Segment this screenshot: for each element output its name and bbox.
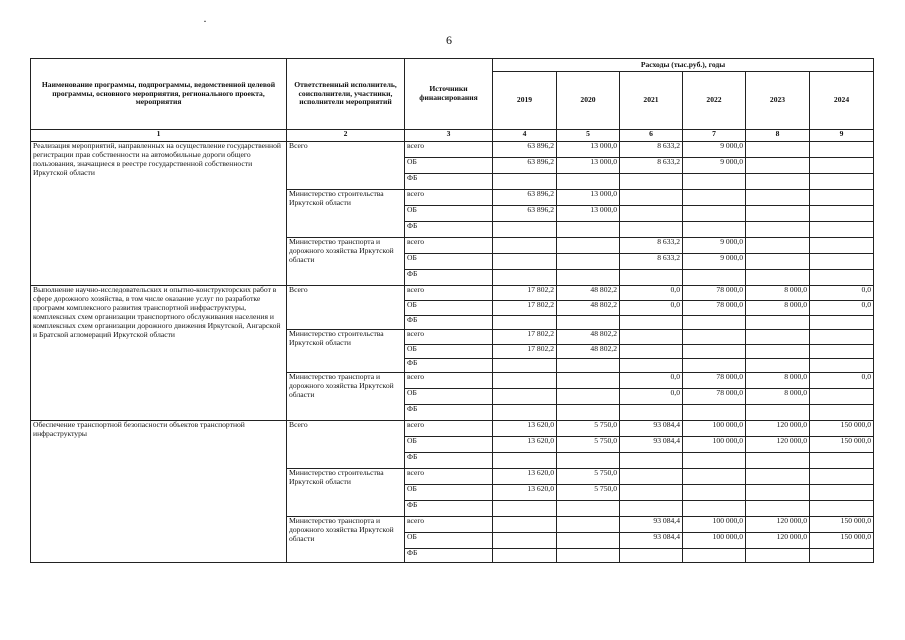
amount-cell: 120 000,0 <box>746 437 810 453</box>
amount-cell: 120 000,0 <box>746 421 810 437</box>
funding-source: всего <box>405 190 493 206</box>
amount-cell <box>810 270 874 286</box>
amount-cell <box>493 238 557 254</box>
amount-cell: 17 802,2 <box>493 330 557 345</box>
amount-cell <box>683 501 746 517</box>
amount-cell: 8 000,0 <box>746 389 810 405</box>
amount-cell: 150 000,0 <box>810 517 874 533</box>
header-year: 2019 <box>493 72 557 130</box>
amount-cell: 150 000,0 <box>810 437 874 453</box>
amount-cell <box>810 316 874 330</box>
amount-cell <box>557 254 620 270</box>
funding-source: ОБ <box>405 345 493 359</box>
amount-cell: 17 802,2 <box>493 345 557 359</box>
amount-cell <box>620 270 683 286</box>
amount-cell <box>810 206 874 222</box>
column-number: 3 <box>405 130 493 142</box>
amount-cell <box>620 549 683 563</box>
amount-cell: 120 000,0 <box>746 533 810 549</box>
amount-cell <box>810 174 874 190</box>
amount-cell <box>746 238 810 254</box>
amount-cell <box>746 174 810 190</box>
amount-cell <box>683 330 746 345</box>
amount-cell: 13 000,0 <box>557 206 620 222</box>
column-number: 6 <box>620 130 683 142</box>
amount-cell <box>746 549 810 563</box>
expenses-table <box>30 58 874 563</box>
amount-cell <box>493 316 557 330</box>
amount-cell <box>493 389 557 405</box>
amount-cell <box>493 270 557 286</box>
amount-cell <box>493 373 557 389</box>
amount-cell <box>810 405 874 421</box>
amount-cell: 13 000,0 <box>557 158 620 174</box>
funding-source: ФБ <box>405 405 493 421</box>
header-year: 2021 <box>620 72 683 130</box>
amount-cell <box>683 405 746 421</box>
amount-cell: 9 000,0 <box>683 158 746 174</box>
executor-name: Министерство транспорта и дорожного хозяйства Иркутской области <box>287 373 405 421</box>
funding-source: всего <box>405 517 493 533</box>
funding-source: ФБ <box>405 501 493 517</box>
amount-cell <box>683 206 746 222</box>
page-number: 6 <box>446 33 452 47</box>
amount-cell: 63 896,2 <box>493 158 557 174</box>
amount-cell <box>683 270 746 286</box>
amount-cell: 100 000,0 <box>683 437 746 453</box>
amount-cell <box>620 469 683 485</box>
amount-cell <box>810 469 874 485</box>
amount-cell: 78 000,0 <box>683 373 746 389</box>
amount-cell <box>620 330 683 345</box>
amount-cell: 9 000,0 <box>683 142 746 158</box>
header-year: 2022 <box>683 72 746 130</box>
header-executor: Ответственный исполнитель, соисполнители, участники, исполнители мероприятий <box>287 59 405 130</box>
amount-cell <box>683 316 746 330</box>
amount-cell <box>620 222 683 238</box>
amount-cell: 8 633,2 <box>620 158 683 174</box>
amount-cell: 9 000,0 <box>683 238 746 254</box>
amount-cell <box>620 174 683 190</box>
amount-cell <box>493 501 557 517</box>
amount-cell <box>810 142 874 158</box>
amount-cell <box>810 359 874 373</box>
funding-source: ФБ <box>405 222 493 238</box>
amount-cell <box>493 359 557 373</box>
amount-cell: 13 620,0 <box>493 469 557 485</box>
amount-cell <box>810 485 874 501</box>
funding-source: ФБ <box>405 174 493 190</box>
header-source: Источники финансирования <box>405 59 493 130</box>
amount-cell: 8 633,2 <box>620 238 683 254</box>
amount-cell: 150 000,0 <box>810 533 874 549</box>
executor-name: Всего <box>287 286 405 330</box>
amount-cell: 48 802,2 <box>557 286 620 301</box>
amount-cell: 93 084,4 <box>620 517 683 533</box>
header-program: Наименование программы, подпрограммы, ведомственной целевой программы, основного мероприятия, регионального проекта, мероприятия <box>31 59 287 130</box>
amount-cell: 48 802,2 <box>557 330 620 345</box>
amount-cell: 13 000,0 <box>557 190 620 206</box>
amount-cell <box>620 316 683 330</box>
amount-cell: 0,0 <box>810 286 874 301</box>
header-year: 2020 <box>557 72 620 130</box>
amount-cell <box>683 190 746 206</box>
amount-cell <box>746 405 810 421</box>
executor-name: Всего <box>287 421 405 469</box>
amount-cell <box>746 254 810 270</box>
amount-cell: 9 000,0 <box>683 254 746 270</box>
amount-cell <box>810 501 874 517</box>
funding-source: всего <box>405 469 493 485</box>
column-number: 2 <box>287 130 405 142</box>
amount-cell <box>683 453 746 469</box>
amount-cell <box>746 501 810 517</box>
amount-cell <box>810 158 874 174</box>
amount-cell <box>493 517 557 533</box>
funding-source: всего <box>405 286 493 301</box>
amount-cell <box>620 453 683 469</box>
funding-source: всего <box>405 421 493 437</box>
amount-cell <box>493 222 557 238</box>
amount-cell <box>557 389 620 405</box>
amount-cell <box>746 359 810 373</box>
column-number: 8 <box>746 130 810 142</box>
amount-cell <box>557 549 620 563</box>
amount-cell <box>683 174 746 190</box>
amount-cell: 78 000,0 <box>683 286 746 301</box>
amount-cell <box>557 533 620 549</box>
amount-cell: 93 084,4 <box>620 437 683 453</box>
amount-cell <box>557 453 620 469</box>
amount-cell: 5 750,0 <box>557 485 620 501</box>
amount-cell: 13 620,0 <box>493 437 557 453</box>
amount-cell: 8 633,2 <box>620 142 683 158</box>
program-name: Реализация мероприятий, направленных на осуществление государственной регистрации прав собственности на автомобильные дороги общего пользования, значащиеся в реестре государственной собственности Иркутской области <box>31 142 287 286</box>
amount-cell: 48 802,2 <box>557 301 620 316</box>
amount-cell <box>810 238 874 254</box>
program-name: Выполнение научно-исследовательских и опытно-конструкторских работ в сфере дорожного хозяйства, в том числе оказание услуг по разработке программ комплексного развития транспортной инфраструктуры, комплексных схем организации транспортного обслуживания населения и комплексных схем организации дорожного движения Иркутской, Ангарской и Братской агломераций Иркутской области <box>31 286 287 421</box>
amount-cell <box>746 345 810 359</box>
amount-cell <box>493 549 557 563</box>
amount-cell <box>493 174 557 190</box>
amount-cell <box>557 222 620 238</box>
amount-cell <box>683 485 746 501</box>
amount-cell: 93 084,4 <box>620 421 683 437</box>
amount-cell: 13 620,0 <box>493 421 557 437</box>
amount-cell: 5 750,0 <box>557 421 620 437</box>
table-row <box>31 421 874 437</box>
amount-cell: 8 000,0 <box>746 301 810 316</box>
amount-cell: 0,0 <box>810 301 874 316</box>
amount-cell <box>746 485 810 501</box>
amount-cell <box>557 316 620 330</box>
amount-cell: 48 802,2 <box>557 345 620 359</box>
amount-cell: 100 000,0 <box>683 421 746 437</box>
amount-cell <box>746 453 810 469</box>
executor-name: Министерство транспорта и дорожного хозяйства Иркутской области <box>287 238 405 286</box>
amount-cell <box>810 190 874 206</box>
funding-source: ФБ <box>405 270 493 286</box>
amount-cell: 5 750,0 <box>557 437 620 453</box>
amount-cell: 13 620,0 <box>493 485 557 501</box>
amount-cell: 63 896,2 <box>493 142 557 158</box>
amount-cell: 63 896,2 <box>493 190 557 206</box>
amount-cell <box>810 330 874 345</box>
funding-source: ОБ <box>405 485 493 501</box>
amount-cell <box>746 142 810 158</box>
amount-cell <box>683 549 746 563</box>
header-year: 2024 <box>810 72 874 130</box>
amount-cell <box>620 501 683 517</box>
amount-cell <box>746 270 810 286</box>
amount-cell <box>683 359 746 373</box>
amount-cell <box>620 190 683 206</box>
amount-cell <box>620 345 683 359</box>
executor-name: Министерство строительства Иркутской области <box>287 469 405 517</box>
amount-cell: 17 802,2 <box>493 301 557 316</box>
table-row <box>31 286 874 301</box>
funding-source: ОБ <box>405 301 493 316</box>
amount-cell <box>557 238 620 254</box>
amount-cell: 0,0 <box>810 373 874 389</box>
amount-cell: 8 633,2 <box>620 254 683 270</box>
table-body <box>31 142 874 563</box>
funding-source: всего <box>405 373 493 389</box>
column-number: 1 <box>31 130 287 142</box>
amount-cell <box>746 330 810 345</box>
amount-cell <box>746 222 810 238</box>
funding-source: ФБ <box>405 453 493 469</box>
funding-source: всего <box>405 142 493 158</box>
funding-source: ОБ <box>405 533 493 549</box>
amount-cell <box>557 517 620 533</box>
amount-cell <box>620 206 683 222</box>
funding-source: ОБ <box>405 158 493 174</box>
amount-cell: 8 000,0 <box>746 286 810 301</box>
amount-cell <box>746 158 810 174</box>
amount-cell <box>557 359 620 373</box>
funding-source: ФБ <box>405 359 493 373</box>
header-expenses: Расходы (тыс.руб.), годы <box>493 59 874 72</box>
amount-cell <box>493 405 557 421</box>
amount-cell <box>810 345 874 359</box>
amount-cell: 0,0 <box>620 373 683 389</box>
amount-cell <box>620 405 683 421</box>
amount-cell <box>557 501 620 517</box>
amount-cell: 13 000,0 <box>557 142 620 158</box>
program-name: Обеспечение транспортной безопасности объектов транспортной инфраструктуры <box>31 421 287 563</box>
amount-cell <box>620 359 683 373</box>
amount-cell <box>620 485 683 501</box>
amount-cell: 93 084,4 <box>620 533 683 549</box>
amount-cell <box>746 469 810 485</box>
amount-cell <box>557 174 620 190</box>
executor-name: Всего <box>287 142 405 190</box>
amount-cell: 150 000,0 <box>810 421 874 437</box>
amount-cell: 0,0 <box>620 301 683 316</box>
table-row <box>31 142 874 158</box>
amount-cell: 100 000,0 <box>683 533 746 549</box>
amount-cell: 63 896,2 <box>493 206 557 222</box>
column-number: 9 <box>810 130 874 142</box>
funding-source: ФБ <box>405 316 493 330</box>
amount-cell <box>746 190 810 206</box>
funding-source: ОБ <box>405 206 493 222</box>
amount-cell: 120 000,0 <box>746 517 810 533</box>
amount-cell <box>493 453 557 469</box>
amount-cell: 78 000,0 <box>683 301 746 316</box>
amount-cell <box>810 549 874 563</box>
executor-name: Министерство строительства Иркутской области <box>287 190 405 238</box>
amount-cell <box>683 222 746 238</box>
funding-source: ОБ <box>405 389 493 405</box>
column-number: 4 <box>493 130 557 142</box>
funding-source: всего <box>405 330 493 345</box>
amount-cell: 100 000,0 <box>683 517 746 533</box>
amount-cell: 0,0 <box>620 286 683 301</box>
executor-name: Министерство транспорта и дорожного хозяйства Иркутской области <box>287 517 405 563</box>
amount-cell <box>493 533 557 549</box>
funding-source: всего <box>405 238 493 254</box>
amount-cell: 17 802,2 <box>493 286 557 301</box>
amount-cell <box>810 222 874 238</box>
funding-source: ФБ <box>405 549 493 563</box>
amount-cell <box>683 469 746 485</box>
column-number: 5 <box>557 130 620 142</box>
amount-cell: 8 000,0 <box>746 373 810 389</box>
amount-cell <box>810 453 874 469</box>
amount-cell <box>557 373 620 389</box>
column-number: 7 <box>683 130 746 142</box>
amount-cell <box>810 254 874 270</box>
amount-cell <box>557 405 620 421</box>
amount-cell <box>746 206 810 222</box>
amount-cell <box>810 389 874 405</box>
amount-cell <box>493 254 557 270</box>
amount-cell: 0,0 <box>620 389 683 405</box>
executor-name: Министерство строительства Иркутской области <box>287 330 405 373</box>
amount-cell: 5 750,0 <box>557 469 620 485</box>
funding-source: ОБ <box>405 437 493 453</box>
top-mark: · <box>203 14 207 28</box>
amount-cell <box>683 345 746 359</box>
amount-cell: 78 000,0 <box>683 389 746 405</box>
funding-source: ОБ <box>405 254 493 270</box>
header-year: 2023 <box>746 72 810 130</box>
amount-cell <box>557 270 620 286</box>
amount-cell <box>746 316 810 330</box>
